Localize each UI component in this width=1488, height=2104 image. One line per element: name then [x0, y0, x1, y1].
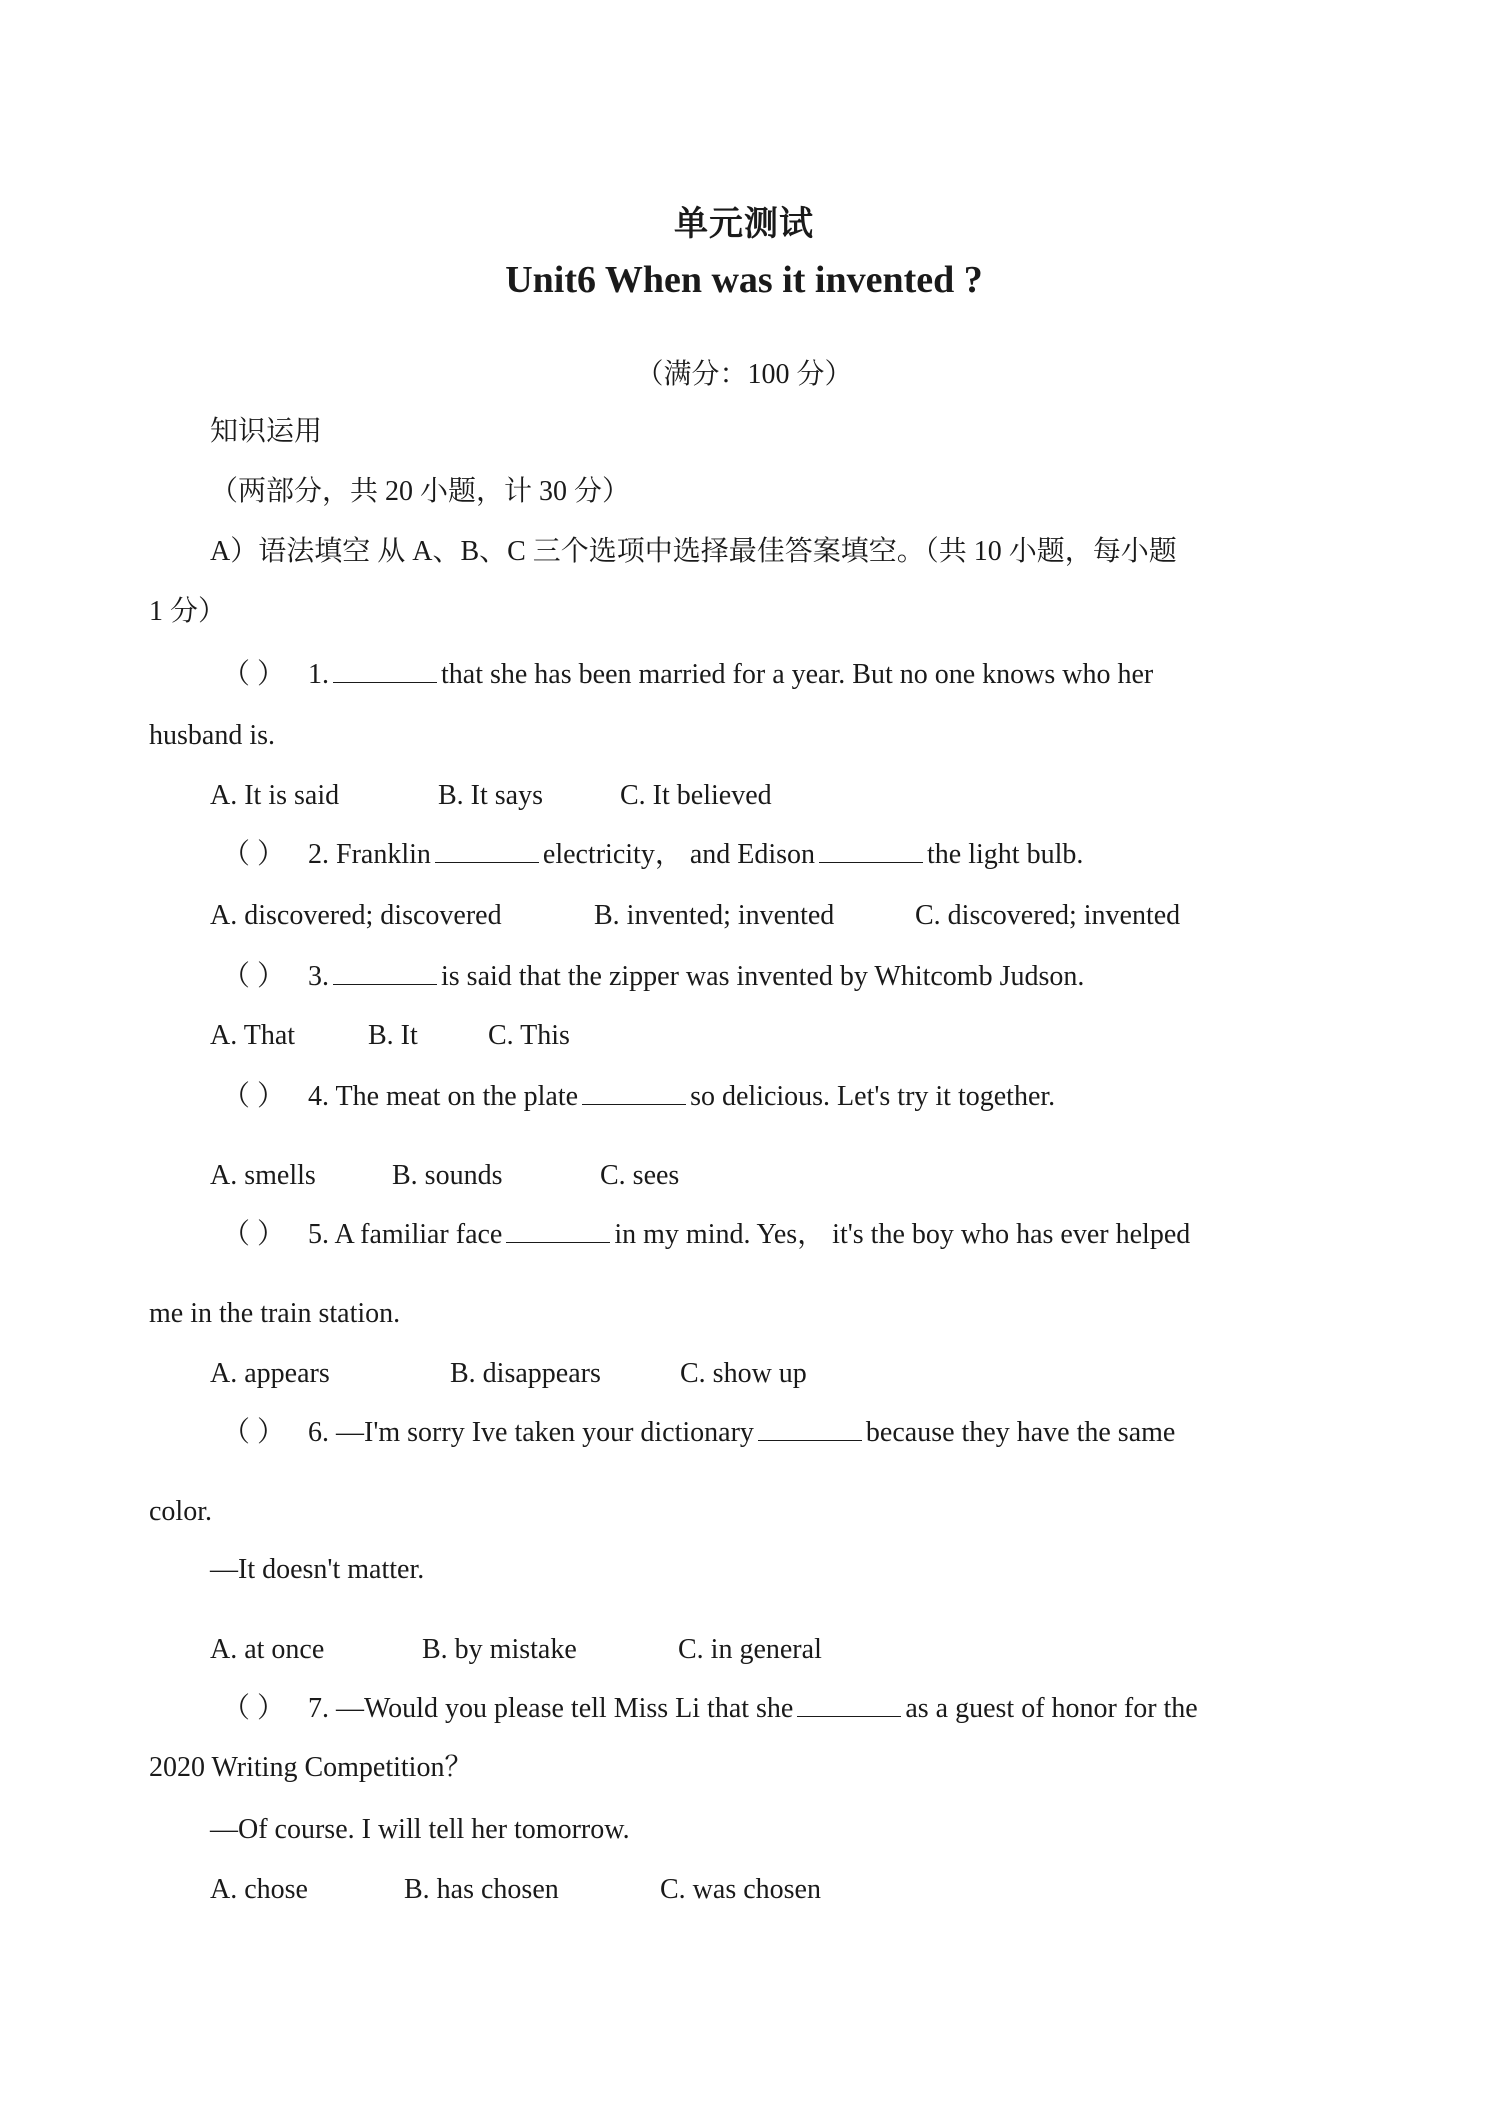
option-c: C. It believed	[620, 780, 772, 811]
question-text-end: so delicious. Let's try it together.	[690, 1081, 1056, 1112]
option-c: C. This	[488, 1020, 570, 1051]
question-text-start: 1.	[308, 659, 329, 690]
answer-bracket[interactable]: （ ）	[222, 1219, 286, 1250]
question-text-end: as a guest of honor for the	[905, 1693, 1198, 1724]
section-subheading: （两部分，共 20 小题，计 30 分）	[210, 476, 631, 507]
question-text-end: the light bulb.	[927, 839, 1084, 870]
part-a-instructions: A）语法填空 从 A、B、C 三个选项中选择最佳答案填空。（共 10 小题，每小题	[210, 536, 1177, 567]
option-a: A. chose	[210, 1874, 308, 1905]
question-2-options	[210, 902, 1310, 934]
option-c: C. in general	[678, 1634, 822, 1665]
question-7-continuation: 2020 Writing Competition？	[149, 1752, 473, 1783]
option-a: A. That	[210, 1020, 296, 1051]
question-text-mid: electricity， and Edison	[542, 839, 816, 870]
question-3-options	[210, 1022, 1110, 1054]
question-5-continuation: me in the train station.	[149, 1298, 401, 1329]
question-text-start: 4. The meat on the plate	[308, 1081, 579, 1112]
option-c: C. show up	[680, 1358, 807, 1389]
fill-blank	[333, 660, 437, 683]
question-text-start: 6. —I'm sorry Ive taken your dictionary	[308, 1417, 754, 1448]
question-text-end: because they have the same	[865, 1417, 1176, 1448]
question-text-start: 7. —Would you please tell Miss Li that she	[308, 1693, 794, 1724]
question-text-end: that she has been married for a year. But no one knows who her	[441, 659, 1154, 690]
question-4	[222, 1082, 1055, 1111]
answer-bracket[interactable]: （ ）	[222, 839, 286, 870]
full-score-note: （满分：100 分）	[635, 359, 853, 390]
question-4-options	[210, 1162, 1110, 1194]
fill-blank	[333, 962, 437, 985]
question-1-options	[210, 782, 1110, 814]
fill-blank	[506, 1220, 610, 1243]
option-b: B. It	[368, 1020, 418, 1051]
question-7	[222, 1694, 1198, 1723]
page-title-chinese: 单元测试	[674, 204, 814, 244]
option-b: B. by mistake	[422, 1634, 577, 1665]
question-2	[222, 840, 1083, 869]
answer-bracket[interactable]: （ ）	[222, 1417, 286, 1448]
question-1	[222, 660, 1153, 689]
option-c: C. sees	[600, 1160, 680, 1191]
section-heading: 知识运用	[210, 416, 323, 447]
question-6-reply: —It doesn't matter.	[210, 1554, 425, 1585]
question-7-reply: —Of course. I will tell her tomorrow.	[210, 1814, 630, 1845]
option-a: A. It is said	[210, 780, 340, 811]
part-a-instructions-cont: 1 分）	[149, 596, 227, 627]
answer-bracket[interactable]: （ ）	[222, 1693, 286, 1724]
question-text-end: is said that the zipper was invented by Whitcomb Judson.	[441, 961, 1085, 992]
question-7-options	[210, 1876, 1110, 1908]
question-6	[222, 1418, 1175, 1447]
page-title-english: Unit6 When was it invented ?	[505, 259, 983, 301]
fill-blank	[797, 1694, 901, 1717]
option-a: A. smells	[210, 1160, 316, 1191]
question-5	[222, 1220, 1190, 1249]
question-3	[222, 962, 1084, 991]
fill-blank	[758, 1418, 862, 1441]
answer-bracket[interactable]: （ ）	[222, 659, 286, 690]
fill-blank	[582, 1082, 686, 1105]
answer-bracket[interactable]: （ ）	[222, 1081, 286, 1112]
option-c: C. discovered; invented	[915, 900, 1181, 931]
question-text-end: in my mind. Yes， it's the boy who has ever helped	[614, 1219, 1191, 1250]
question-5-options	[210, 1360, 1110, 1392]
option-b: B. disappears	[450, 1358, 601, 1389]
question-text-start: 2. Franklin	[308, 839, 431, 870]
option-b: B. has chosen	[404, 1874, 559, 1905]
question-1-continuation: husband is.	[149, 720, 275, 751]
option-c: C. was chosen	[660, 1874, 821, 1905]
answer-bracket[interactable]: （ ）	[222, 961, 286, 992]
question-text-start: 5. A familiar face	[308, 1219, 503, 1250]
fill-blank	[819, 840, 923, 863]
option-b: B. invented; invented	[594, 900, 835, 931]
option-a: A. discovered; discovered	[210, 900, 502, 931]
question-text-start: 3.	[308, 961, 329, 992]
question-6-options	[210, 1636, 1110, 1668]
question-6-continuation: color.	[149, 1496, 212, 1527]
option-a: A. appears	[210, 1358, 330, 1389]
option-a: A. at once	[210, 1634, 325, 1665]
option-b: B. sounds	[392, 1160, 503, 1191]
option-b: B. It says	[438, 780, 543, 811]
fill-blank	[435, 840, 539, 863]
